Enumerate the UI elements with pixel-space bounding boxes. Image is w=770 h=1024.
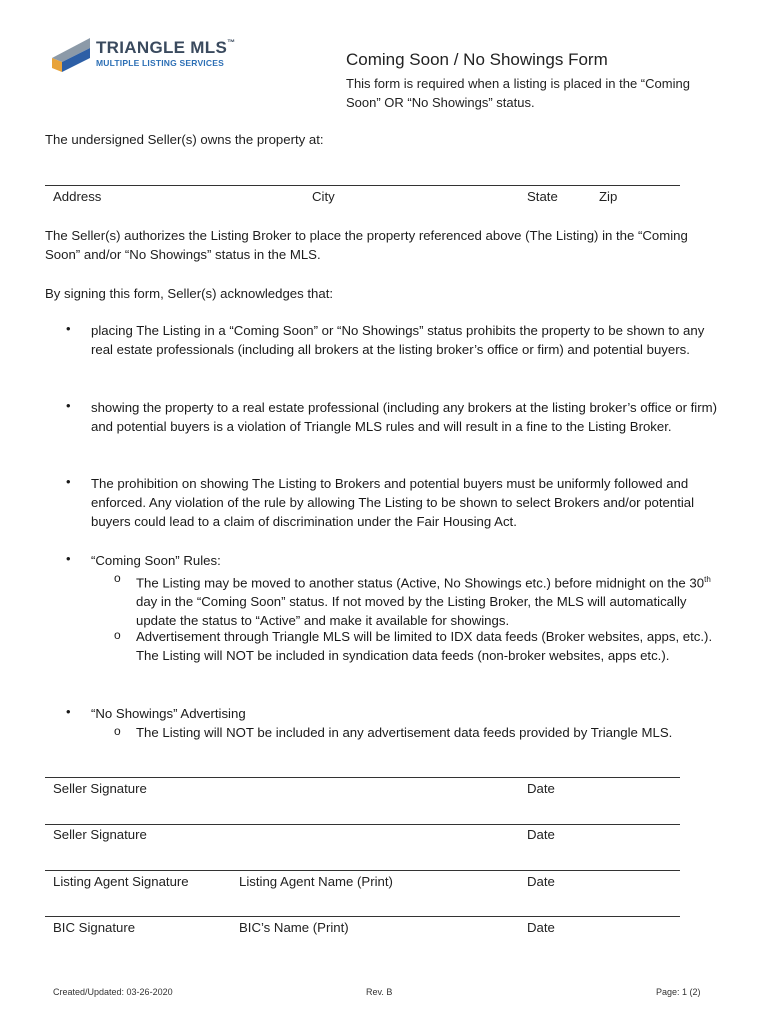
footer-page: Page: 1 (2) [656,987,701,997]
no-showings-rule: The Listing will NOT be included in any advertisement data feeds provided by Triangle MLS. [136,725,673,740]
footer-created: Created/Updated: 03-26-2020 [53,987,173,997]
seller-signature-line-1[interactable] [45,777,680,778]
bic-signature-line[interactable] [45,916,680,917]
authorization-text: The Seller(s) authorizes the Listing Broker to place the property referenced above (The Listing) in the “Coming Soon” and/or “No Showings” status in the MLS. [45,228,688,262]
date-label: Date [527,874,555,889]
coming-soon-rule-1: The Listing may be moved to another status (Active, No Showings etc.) before midnight on the 30th day in the “Coming Soon” status. If not moved by the Listing Broker, the MLS will automatically update the status to “Active” and make it available for showings. [136,575,711,629]
address-line[interactable] [45,185,680,186]
zip-label: Zip [599,189,618,204]
seller-signature-line-2[interactable] [45,824,680,825]
bullet-marker: • [66,551,71,566]
sub-marker: o [114,724,121,738]
date-label: Date [527,920,555,935]
footer-revision: Rev. B [366,987,393,997]
listing-agent-signature-label: Listing Agent Signature [53,874,189,889]
bullet-marker: • [66,474,71,489]
form-title: Coming Soon / No Showings Form [346,50,608,69]
date-label: Date [527,827,555,842]
triangle-logo-icon [50,36,96,74]
state-label: State [527,189,558,204]
seller-signature-label: Seller Signature [53,827,147,842]
bic-name-label: BIC’s Name (Print) [239,920,349,935]
no-showings-heading: “No Showings” Advertising [91,706,246,721]
sub-marker: o [114,628,121,642]
bullet-marker: • [66,321,71,336]
logo-name: TRIANGLE MLS™ [96,38,236,57]
city-label: City [312,189,335,204]
listing-agent-name-label: Listing Agent Name (Print) [239,874,393,889]
acknowledges-text: By signing this form, Seller(s) acknowledges that: [45,286,334,301]
bic-signature-label: BIC Signature [53,920,136,935]
seller-signature-label: Seller Signature [53,781,147,796]
address-label: Address [53,189,102,204]
bullet-item: showing the property to a real estate professional (including any brokers at the listing broker’s office or firm) and potential buyers is a violation of Triangle MLS rules and will result in a fine to the Listing Broker. [91,400,717,434]
logo-tagline: MULTIPLE LISTING SERVICES [96,58,224,68]
triangle-mls-logo [50,36,236,76]
bullet-item: placing The Listing in a “Coming Soon” or “No Showings” status prohibits the property to be shown to any real estate professionals (including all brokers at the listing broker’s office or firm) and potential buyers. [91,323,705,357]
bullet-marker: • [66,398,71,413]
bullet-item: The prohibition on showing The Listing to Brokers and potential buyers must be uniformly followed and enforced. Any violation of the rule by allowing The Listing to be shown to select Brokers and/or potential buyers could lead to a claim of discrimination under the Fair Housing Act. [91,476,695,529]
coming-soon-rules-heading: “Coming Soon” Rules: [91,553,221,568]
listing-agent-signature-line[interactable] [45,870,680,871]
coming-soon-rule-2: Advertisement through Triangle MLS will be limited to IDX data feeds (Broker websites, apps, etc.). The Listing will NOT be included in syndication data feeds (non-broker websites, apps etc.). [136,629,713,663]
sub-marker: o [114,571,121,585]
form-subtitle: This form is required when a listing is placed in the “Coming Soon” OR “No Showings” status. [346,76,690,110]
date-label: Date [527,781,555,796]
bullet-marker: • [66,704,71,719]
intro-text: The undersigned Seller(s) owns the property at: [45,132,324,147]
